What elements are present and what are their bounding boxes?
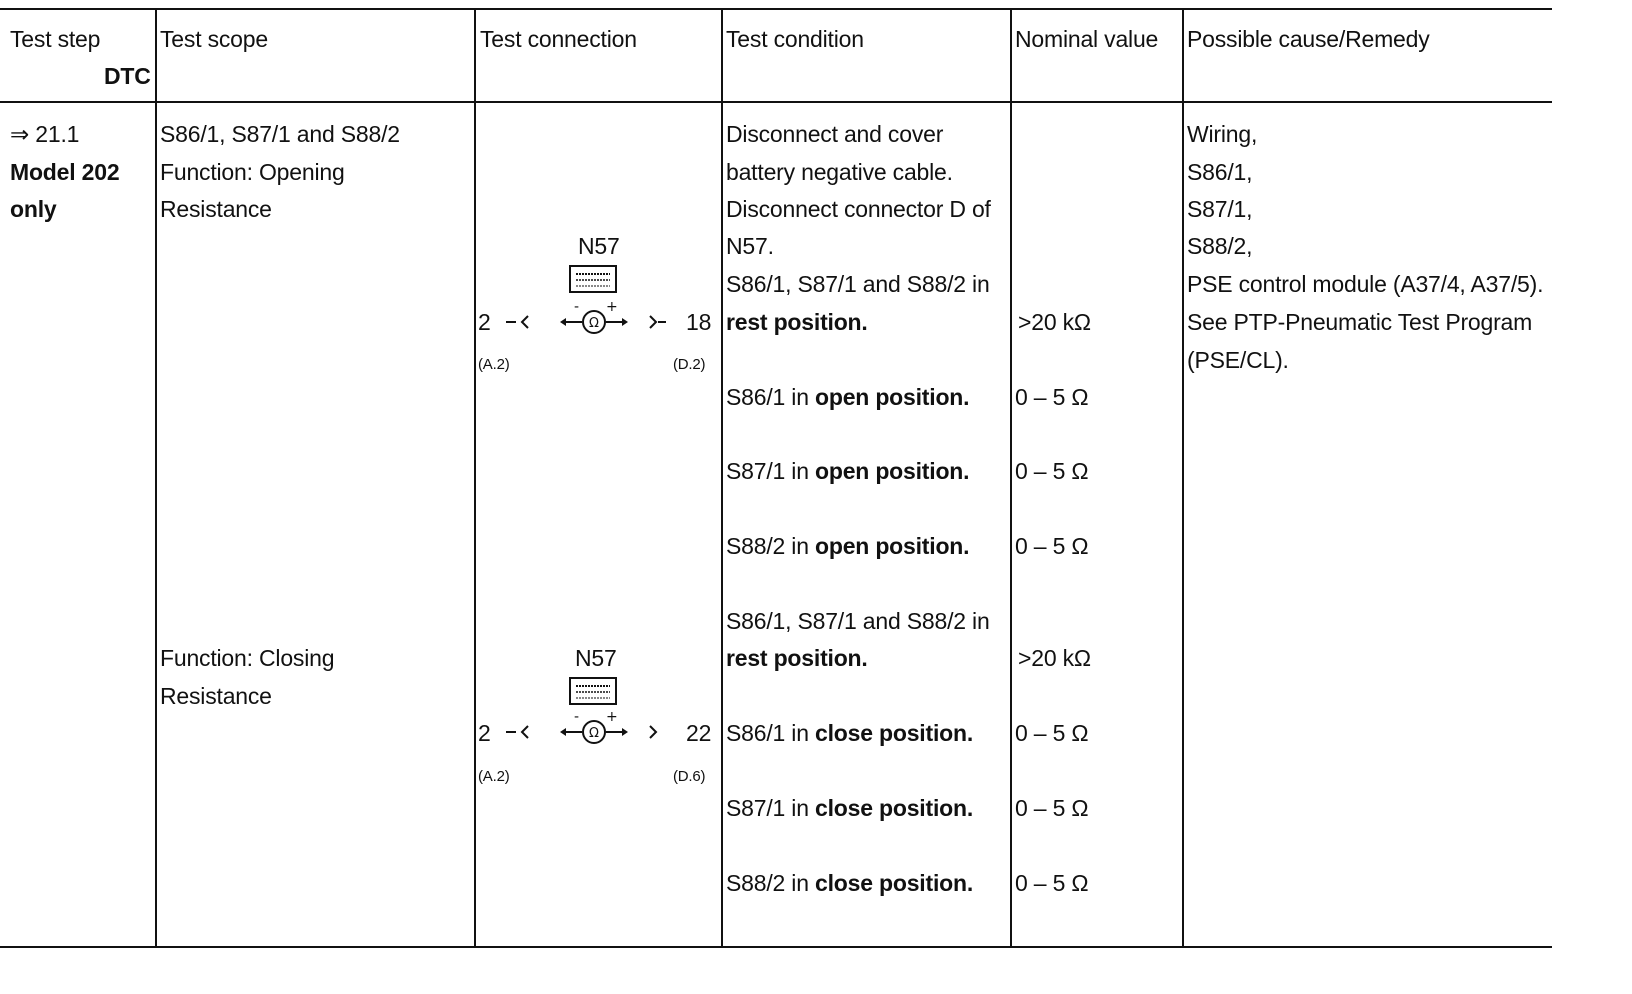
ohmmeter-symbol-icon	[476, 262, 720, 334]
scope-opening-function: Function: Opening	[160, 159, 345, 185]
condition-intro-2: battery negative cable.	[726, 159, 953, 185]
svg-text:+: +	[606, 709, 618, 725]
scope-components: S86/1, S87/1 and S88/2	[160, 121, 400, 147]
header-test-connection: Test connection	[480, 26, 637, 52]
col-divider-5	[1182, 8, 1184, 948]
condition-close-1: S86/1 in close position.	[726, 720, 974, 746]
module-label: N57	[575, 645, 617, 671]
header-possible-cause: Possible cause/Remedy	[1187, 26, 1430, 52]
remedy-line-4: S88/2,	[1187, 233, 1253, 259]
header-bottom-rule	[0, 101, 1552, 103]
condition-rest2-b: rest position.	[726, 645, 868, 671]
right-ref: (D.2)	[673, 356, 706, 373]
table-top-rule	[0, 8, 1552, 10]
condition-rest1-b: rest position.	[726, 309, 868, 335]
scope-closing-resistance: Resistance	[160, 683, 272, 709]
svg-text:Ω: Ω	[589, 316, 599, 331]
nominal-rest-1: >20 kΩ	[1018, 309, 1091, 335]
left-ref: (A.2)	[478, 768, 510, 785]
nominal-close-3: 0 – 5 Ω	[1015, 870, 1089, 896]
col-divider-4	[1010, 8, 1012, 948]
scope-opening-resistance: Resistance	[160, 196, 272, 222]
step-model: Model 202	[10, 159, 120, 185]
ohmmeter-symbol-icon	[476, 674, 720, 746]
svg-text:-: -	[574, 299, 580, 315]
condition-open-2: S87/1 in open position.	[726, 458, 970, 484]
condition-open-3: S88/2 in open position.	[726, 533, 970, 559]
remedy-line-5: PSE control module (A37/4, A37/5).	[1187, 271, 1544, 297]
step-number: ⇒ 21.1	[10, 121, 80, 147]
nominal-close-1: 0 – 5 Ω	[1015, 720, 1089, 746]
nominal-open-1: 0 – 5 Ω	[1015, 384, 1089, 410]
right-pin: 18	[686, 309, 712, 335]
condition-rest2-a: S86/1, S87/1 and S88/2 in	[726, 608, 990, 634]
module-label: N57	[578, 233, 620, 259]
nominal-close-2: 0 – 5 Ω	[1015, 795, 1089, 821]
condition-intro-3: Disconnect connector D of	[726, 196, 991, 222]
svg-text:+: +	[606, 299, 618, 315]
left-ref: (A.2)	[478, 356, 510, 373]
left-pin: 2	[478, 720, 491, 746]
table-bottom-rule	[0, 946, 1552, 948]
step-only: only	[10, 196, 57, 222]
nominal-open-3: 0 – 5 Ω	[1015, 533, 1089, 559]
condition-open-1: S86/1 in open position.	[726, 384, 970, 410]
remedy-line-6: See PTP-Pneumatic Test Program	[1187, 309, 1533, 335]
right-ref: (D.6)	[673, 768, 706, 785]
condition-rest1-a: S86/1, S87/1 and S88/2 in	[726, 271, 990, 297]
header-test-condition: Test condition	[726, 26, 864, 52]
col-divider-2	[474, 8, 476, 948]
condition-intro-4: N57.	[726, 233, 774, 259]
remedy-line-7: (PSE/CL).	[1187, 347, 1289, 373]
remedy-line-2: S86/1,	[1187, 159, 1253, 185]
left-pin: 2	[478, 309, 491, 335]
header-test-scope: Test scope	[160, 26, 268, 52]
condition-close-3: S88/2 in close position.	[726, 870, 974, 896]
right-pin: 22	[686, 720, 712, 746]
svg-text:Ω: Ω	[589, 726, 599, 741]
col-divider-1	[155, 8, 157, 948]
scope-closing-function: Function: Closing	[160, 645, 335, 671]
nominal-rest-2: >20 kΩ	[1018, 645, 1091, 671]
header-test-step: Test step	[10, 26, 101, 52]
header-nominal-value: Nominal value	[1015, 26, 1159, 52]
remedy-line-3: S87/1,	[1187, 196, 1253, 222]
condition-intro-1: Disconnect and cover	[726, 121, 944, 147]
remedy-line-1: Wiring,	[1187, 121, 1258, 147]
nominal-open-2: 0 – 5 Ω	[1015, 458, 1089, 484]
svg-text:-: -	[574, 709, 580, 725]
condition-close-2: S87/1 in close position.	[726, 795, 974, 821]
col-divider-3	[721, 8, 723, 948]
header-dtc: DTC	[104, 63, 151, 89]
